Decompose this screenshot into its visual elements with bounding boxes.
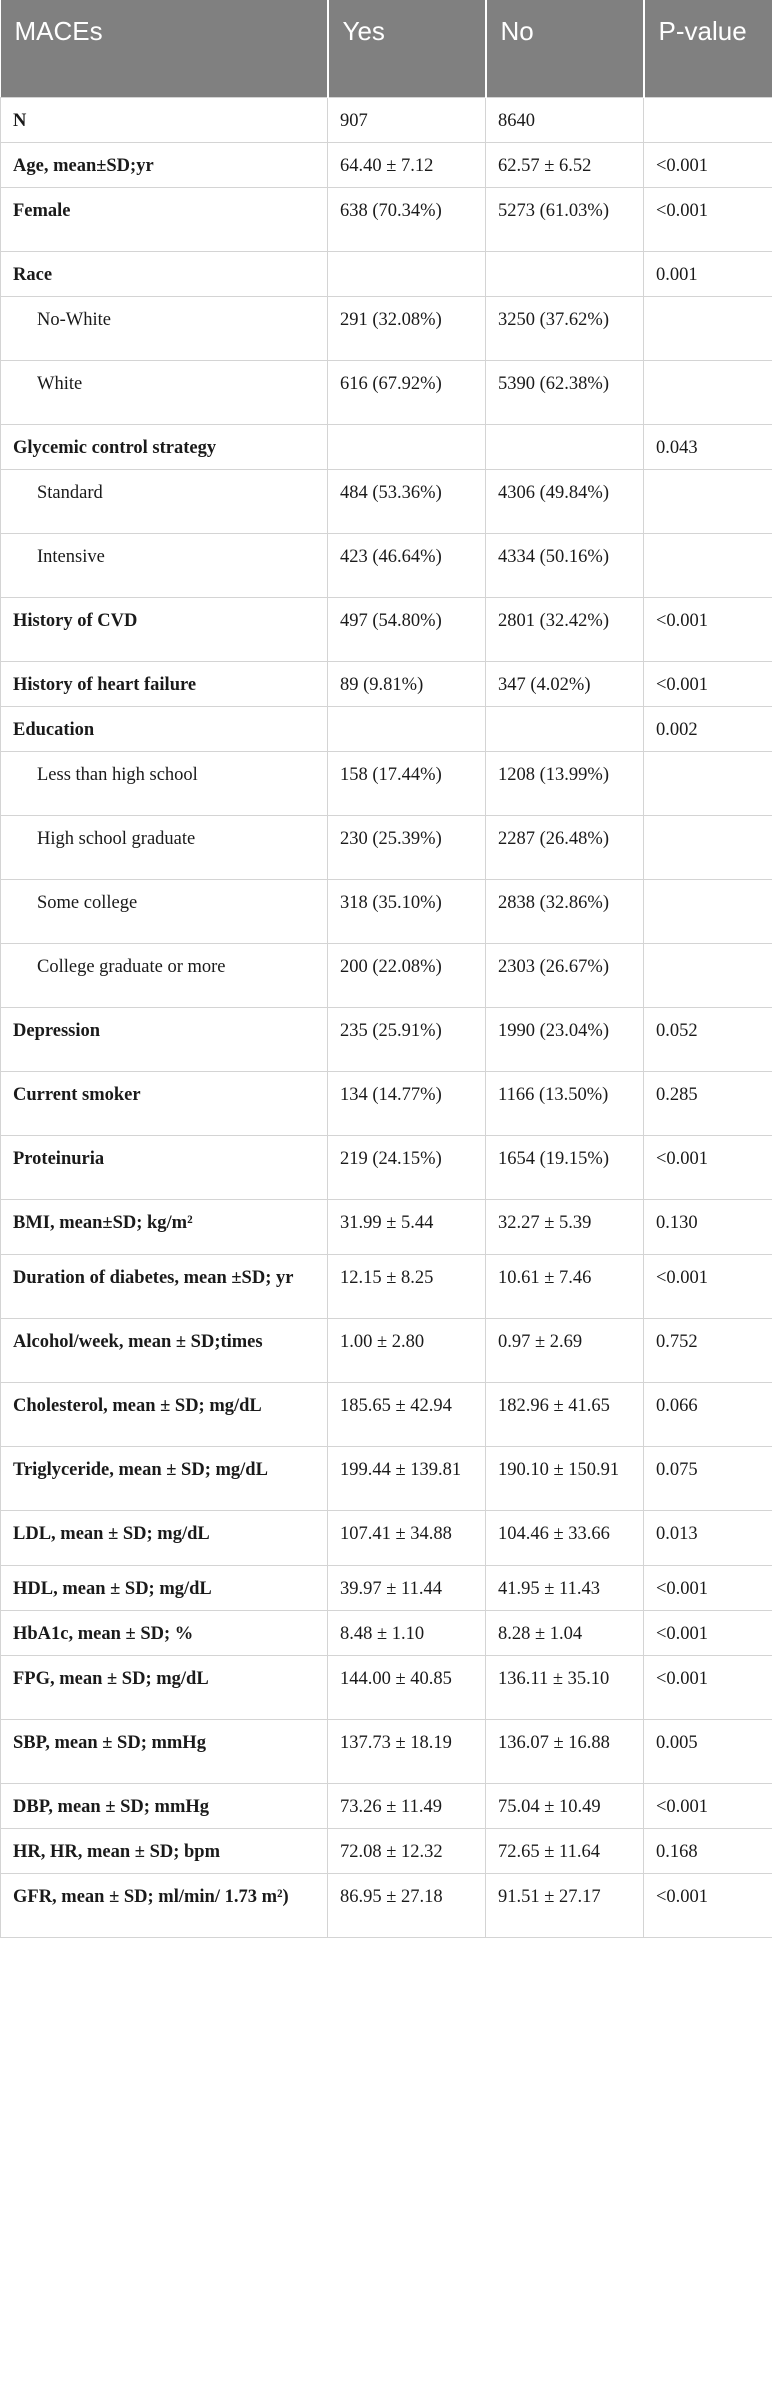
table-row (1, 1318, 772, 1382)
yes-value-cell (328, 251, 486, 296)
no-value-cell: 72.65 ± 11.64 (486, 1828, 644, 1873)
table-row (1, 1446, 772, 1510)
no-value-cell: 62.57 ± 6.52 (486, 142, 644, 187)
p-value-cell: <0.001 (644, 1565, 772, 1610)
row-label-cell: Proteinuria (1, 1135, 328, 1199)
header-yes: Yes (328, 0, 486, 97)
table-row (1, 533, 772, 597)
no-value-cell: 91.51 ± 27.17 (486, 1873, 644, 1937)
table-row (1, 1071, 772, 1135)
no-value-cell: 1990 (23.04%) (486, 1007, 644, 1071)
no-value-cell: 136.07 ± 16.88 (486, 1719, 644, 1783)
no-value-cell: 4306 (49.84%) (486, 469, 644, 533)
row-label-cell: White (1, 360, 328, 424)
p-value-cell: 0.052 (644, 1007, 772, 1071)
table-row (1, 1135, 772, 1199)
table-row (1, 1565, 772, 1610)
yes-value-cell: 235 (25.91%) (328, 1007, 486, 1071)
no-value-cell: 75.04 ± 10.49 (486, 1783, 644, 1828)
yes-value-cell: 158 (17.44%) (328, 751, 486, 815)
no-value-cell: 5390 (62.38%) (486, 360, 644, 424)
yes-value-cell: 638 (70.34%) (328, 187, 486, 251)
yes-value-cell: 134 (14.77%) (328, 1071, 486, 1135)
row-label-cell: History of heart failure (1, 661, 328, 706)
row-label-cell: College graduate or more (1, 943, 328, 1007)
row-label-cell: Age, mean±SD;yr (1, 142, 328, 187)
table-row (1, 879, 772, 943)
row-label-cell: Alcohol/week, mean ± SD;times (1, 1318, 328, 1382)
table-row (1, 1382, 772, 1446)
table-row (1, 1828, 772, 1873)
row-label-cell: BMI, mean±SD; kg/m² (1, 1199, 328, 1254)
no-value-cell (486, 251, 644, 296)
p-value-cell (644, 296, 772, 360)
p-value-cell: 0.075 (644, 1446, 772, 1510)
table-row (1, 1719, 772, 1783)
yes-value-cell: 318 (35.10%) (328, 879, 486, 943)
row-label-cell: Triglyceride, mean ± SD; mg/dL (1, 1446, 328, 1510)
p-value-cell: <0.001 (644, 1783, 772, 1828)
row-label-cell: No-White (1, 296, 328, 360)
row-label-cell: Duration of diabetes, mean ±SD; yr (1, 1254, 328, 1318)
yes-value-cell: 107.41 ± 34.88 (328, 1510, 486, 1565)
row-label-cell: FPG, mean ± SD; mg/dL (1, 1655, 328, 1719)
yes-value-cell: 199.44 ± 139.81 (328, 1446, 486, 1510)
yes-value-cell: 31.99 ± 5.44 (328, 1199, 486, 1254)
row-label-cell: HDL, mean ± SD; mg/dL (1, 1565, 328, 1610)
table-row (1, 142, 772, 187)
table-row (1, 360, 772, 424)
p-value-cell: <0.001 (644, 597, 772, 661)
row-label-cell: High school graduate (1, 815, 328, 879)
table-row (1, 661, 772, 706)
no-value-cell: 8.28 ± 1.04 (486, 1610, 644, 1655)
table-row (1, 1655, 772, 1719)
no-value-cell: 32.27 ± 5.39 (486, 1199, 644, 1254)
no-value-cell: 136.11 ± 35.10 (486, 1655, 644, 1719)
row-label-cell: LDL, mean ± SD; mg/dL (1, 1510, 328, 1565)
row-label-cell: HbA1c, mean ± SD; % (1, 1610, 328, 1655)
table-body (1, 97, 772, 1937)
row-label-cell: Less than high school (1, 751, 328, 815)
table-row (1, 1199, 772, 1254)
header-maces: MACEs (1, 0, 328, 97)
p-value-cell: 0.002 (644, 706, 772, 751)
table-row (1, 469, 772, 533)
table-row (1, 251, 772, 296)
row-label-cell: SBP, mean ± SD; mmHg (1, 1719, 328, 1783)
table-row (1, 296, 772, 360)
no-value-cell: 2838 (32.86%) (486, 879, 644, 943)
table-row (1, 1007, 772, 1071)
yes-value-cell: 219 (24.15%) (328, 1135, 486, 1199)
p-value-cell: 0.130 (644, 1199, 772, 1254)
no-value-cell: 41.95 ± 11.43 (486, 1565, 644, 1610)
row-label-cell: Female (1, 187, 328, 251)
no-value-cell: 2287 (26.48%) (486, 815, 644, 879)
row-label-cell: Current smoker (1, 1071, 328, 1135)
p-value-cell: <0.001 (644, 1135, 772, 1199)
header-p-value: P-value (644, 0, 772, 97)
row-label-cell: Education (1, 706, 328, 751)
no-value-cell (486, 706, 644, 751)
table-row (1, 187, 772, 251)
p-value-cell: 0.043 (644, 424, 772, 469)
p-value-cell (644, 469, 772, 533)
yes-value-cell: 200 (22.08%) (328, 943, 486, 1007)
table-row (1, 597, 772, 661)
row-label-cell: Depression (1, 1007, 328, 1071)
yes-value-cell: 291 (32.08%) (328, 296, 486, 360)
p-value-cell (644, 879, 772, 943)
row-label-cell: Race (1, 251, 328, 296)
no-value-cell: 1166 (13.50%) (486, 1071, 644, 1135)
p-value-cell: 0.001 (644, 251, 772, 296)
yes-value-cell: 497 (54.80%) (328, 597, 486, 661)
no-value-cell: 190.10 ± 150.91 (486, 1446, 644, 1510)
p-value-cell: 0.752 (644, 1318, 772, 1382)
p-value-cell (644, 533, 772, 597)
no-value-cell: 182.96 ± 41.65 (486, 1382, 644, 1446)
table-row (1, 1783, 772, 1828)
table-row (1, 424, 772, 469)
no-value-cell: 0.97 ± 2.69 (486, 1318, 644, 1382)
yes-value-cell: 616 (67.92%) (328, 360, 486, 424)
yes-value-cell (328, 706, 486, 751)
p-value-cell: <0.001 (644, 661, 772, 706)
no-value-cell: 8640 (486, 97, 644, 142)
yes-value-cell: 64.40 ± 7.12 (328, 142, 486, 187)
table-row (1, 1873, 772, 1937)
no-value-cell: 1208 (13.99%) (486, 751, 644, 815)
p-value-cell: <0.001 (644, 1254, 772, 1318)
p-value-cell: <0.001 (644, 1610, 772, 1655)
row-label-cell: DBP, mean ± SD; mmHg (1, 1783, 328, 1828)
yes-value-cell (328, 424, 486, 469)
yes-value-cell: 423 (46.64%) (328, 533, 486, 597)
yes-value-cell: 907 (328, 97, 486, 142)
p-value-cell: 0.285 (644, 1071, 772, 1135)
p-value-cell: 0.013 (644, 1510, 772, 1565)
no-value-cell: 1654 (19.15%) (486, 1135, 644, 1199)
table-row (1, 815, 772, 879)
yes-value-cell: 137.73 ± 18.19 (328, 1719, 486, 1783)
row-label-cell: Cholesterol, mean ± SD; mg/dL (1, 1382, 328, 1446)
yes-value-cell: 12.15 ± 8.25 (328, 1254, 486, 1318)
yes-value-cell: 89 (9.81%) (328, 661, 486, 706)
no-value-cell: 4334 (50.16%) (486, 533, 644, 597)
yes-value-cell: 144.00 ± 40.85 (328, 1655, 486, 1719)
p-value-cell: <0.001 (644, 142, 772, 187)
header-row (1, 0, 772, 97)
no-value-cell: 10.61 ± 7.46 (486, 1254, 644, 1318)
p-value-cell (644, 751, 772, 815)
row-label-cell: Intensive (1, 533, 328, 597)
row-label-cell: Standard (1, 469, 328, 533)
p-value-cell (644, 360, 772, 424)
no-value-cell: 5273 (61.03%) (486, 187, 644, 251)
p-value-cell (644, 943, 772, 1007)
p-value-cell (644, 815, 772, 879)
yes-value-cell: 1.00 ± 2.80 (328, 1318, 486, 1382)
yes-value-cell: 484 (53.36%) (328, 469, 486, 533)
table-row (1, 943, 772, 1007)
yes-value-cell: 8.48 ± 1.10 (328, 1610, 486, 1655)
row-label-cell: HR, HR, mean ± SD; bpm (1, 1828, 328, 1873)
no-value-cell: 347 (4.02%) (486, 661, 644, 706)
row-label-cell: Glycemic control strategy (1, 424, 328, 469)
yes-value-cell: 73.26 ± 11.49 (328, 1783, 486, 1828)
table-header (1, 0, 772, 97)
yes-value-cell: 72.08 ± 12.32 (328, 1828, 486, 1873)
table-row (1, 706, 772, 751)
p-value-cell: <0.001 (644, 187, 772, 251)
table-row (1, 1610, 772, 1655)
table-row (1, 97, 772, 142)
row-label-cell: GFR, mean ± SD; ml/min/ 1.73 m²) (1, 1873, 328, 1937)
p-value-cell: <0.001 (644, 1873, 772, 1937)
no-value-cell: 2303 (26.67%) (486, 943, 644, 1007)
no-value-cell: 3250 (37.62%) (486, 296, 644, 360)
p-value-cell (644, 97, 772, 142)
p-value-cell: 0.005 (644, 1719, 772, 1783)
yes-value-cell: 39.97 ± 11.44 (328, 1565, 486, 1610)
header-no: No (486, 0, 644, 97)
table-row (1, 1510, 772, 1565)
yes-value-cell: 230 (25.39%) (328, 815, 486, 879)
yes-value-cell: 185.65 ± 42.94 (328, 1382, 486, 1446)
row-label-cell: Some college (1, 879, 328, 943)
row-label-cell: N (1, 97, 328, 142)
yes-value-cell: 86.95 ± 27.18 (328, 1873, 486, 1937)
table-row (1, 751, 772, 815)
row-label-cell: History of CVD (1, 597, 328, 661)
p-value-cell: 0.066 (644, 1382, 772, 1446)
p-value-cell: 0.168 (644, 1828, 772, 1873)
p-value-cell: <0.001 (644, 1655, 772, 1719)
no-value-cell (486, 424, 644, 469)
table-row (1, 1254, 772, 1318)
no-value-cell: 2801 (32.42%) (486, 597, 644, 661)
no-value-cell: 104.46 ± 33.66 (486, 1510, 644, 1565)
